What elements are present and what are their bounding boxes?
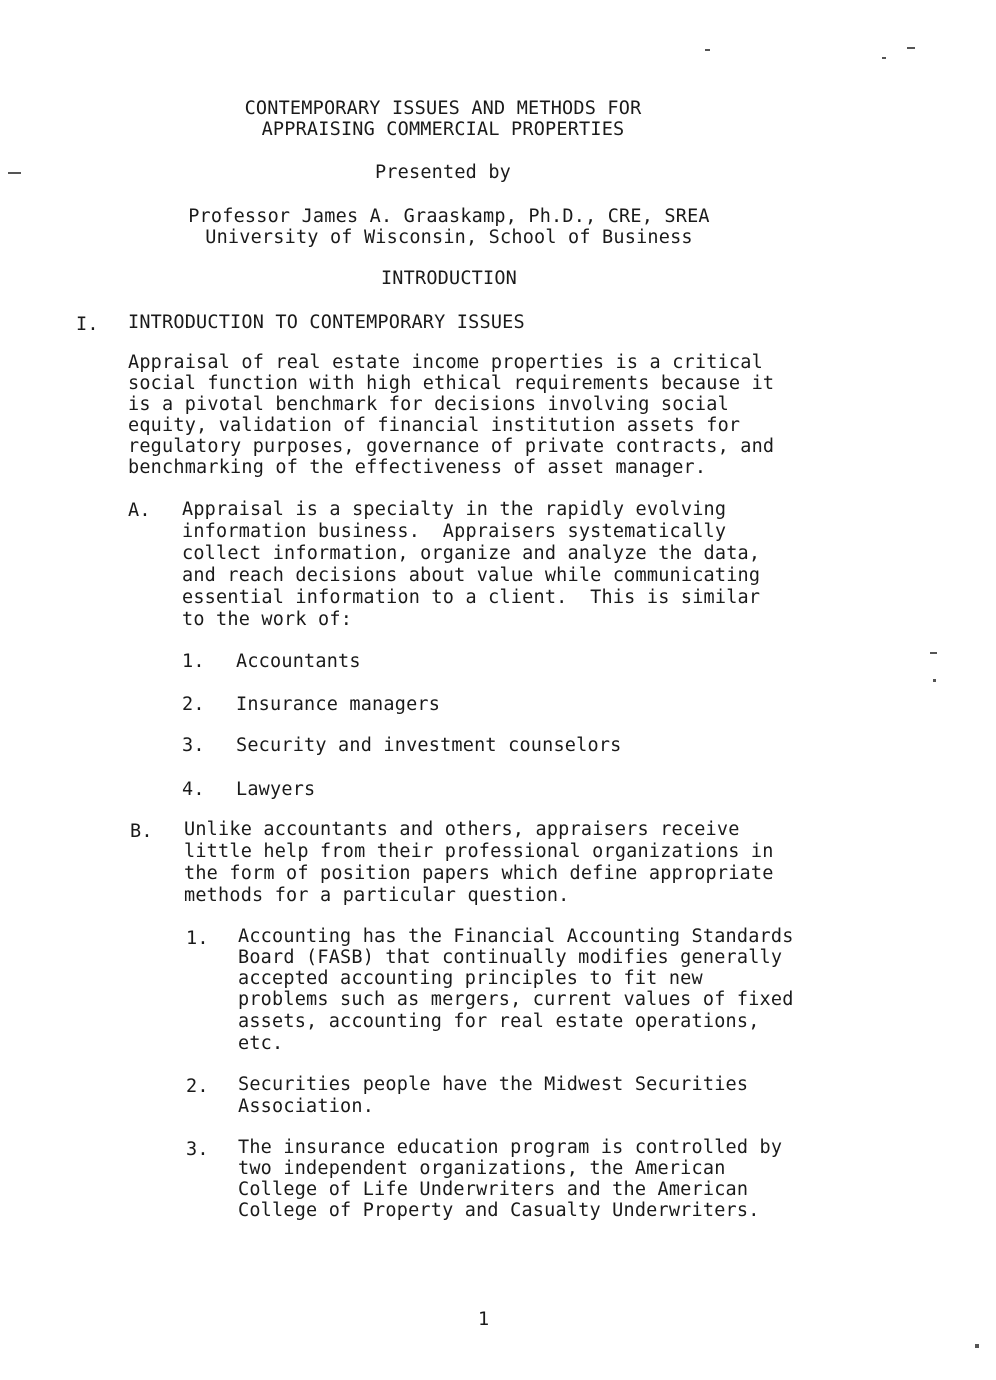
item-a-line: and reach decisions about value while communicating xyxy=(182,565,761,586)
paragraph-line: is a pivotal benchmark for decisions involving social xyxy=(128,394,729,415)
list-number: 1. xyxy=(182,651,205,672)
paragraph-line: equity, validation of financial institution assets for xyxy=(128,415,741,436)
item-b-line: methods for a particular question. xyxy=(184,885,570,906)
presented-by: Presented by xyxy=(374,162,512,183)
list-item-line: Board (FASB) that continually modifies generally xyxy=(238,947,783,968)
list-item: Insurance managers xyxy=(236,694,441,715)
list-item-line: etc. xyxy=(238,1033,284,1054)
list-item-line: Securities people have the Midwest Securities xyxy=(238,1074,749,1095)
list-item: Lawyers xyxy=(236,779,316,800)
list-item: Accountants xyxy=(236,651,361,672)
list-item-line: College of Property and Casualty Underwriters. xyxy=(238,1200,760,1221)
list-item-line: College of Life Underwriters and the American xyxy=(238,1179,749,1200)
item-b-line: little help from their professional organizations in xyxy=(184,841,774,862)
item-a-line: information business. Appraisers systematically xyxy=(182,521,727,542)
list-number: 1. xyxy=(186,928,209,949)
item-a-line: essential information to a client. This is similar xyxy=(182,587,761,608)
list-item-line: problems such as mergers, current values of fixed xyxy=(238,989,794,1010)
list-number: 4. xyxy=(182,779,205,800)
list-number: 3. xyxy=(182,735,205,756)
scan-speck xyxy=(705,49,710,51)
scan-speck xyxy=(930,652,937,654)
list-item: Security and investment counselors xyxy=(236,735,622,756)
section-marker: I. xyxy=(76,314,99,335)
document-title-line-1: CONTEMPORARY ISSUES AND METHODS FOR xyxy=(244,98,642,119)
scan-speck xyxy=(975,1344,979,1348)
item-a-line: Appraisal is a specialty in the rapidly evolving xyxy=(182,499,727,520)
list-number: 2. xyxy=(182,694,205,715)
scan-speck xyxy=(882,57,886,59)
list-number: 3. xyxy=(186,1139,209,1160)
paragraph-line: benchmarking of the effectiveness of asset manager. xyxy=(128,457,707,478)
list-item-line: accepted accounting principles to fit new xyxy=(238,968,703,989)
section-heading: INTRODUCTION TO CONTEMPORARY ISSUES xyxy=(128,312,525,333)
item-a-line: collect information, organize and analyze the data, xyxy=(182,543,761,564)
list-item-line: two independent organizations, the American xyxy=(238,1158,726,1179)
list-item-line: The insurance education program is controlled by xyxy=(238,1137,783,1158)
list-item-line: assets, accounting for real estate operations, xyxy=(238,1011,760,1032)
paragraph-line: social function with high ethical requirements because it xyxy=(128,373,775,394)
scan-speck xyxy=(907,47,915,49)
page-number: 1 xyxy=(478,1309,490,1330)
item-b-line: Unlike accountants and others, appraisers receive xyxy=(184,819,740,840)
item-a-line: to the work of: xyxy=(182,609,353,630)
author-line-1: Professor James A. Graaskamp, Ph.D., CRE, SREA xyxy=(188,206,710,227)
scan-speck xyxy=(933,679,936,682)
author-line-2: University of Wisconsin, School of Business xyxy=(205,227,693,248)
item-b-line: the form of position papers which define appropriate xyxy=(184,863,774,884)
paragraph-line: regulatory purposes, governance of private contracts, and xyxy=(128,436,775,457)
section-title: INTRODUCTION xyxy=(380,268,518,289)
paragraph-line: Appraisal of real estate income properties is a critical xyxy=(128,352,763,373)
item-a-marker: A. xyxy=(128,500,151,521)
list-item-line: Accounting has the Financial Accounting Standards xyxy=(238,926,794,947)
item-b-marker: B. xyxy=(130,821,153,842)
list-number: 2. xyxy=(186,1076,209,1097)
list-item-line: Association. xyxy=(238,1096,375,1117)
document-title-line-2: APPRAISING COMMERCIAL PROPERTIES xyxy=(261,119,625,140)
